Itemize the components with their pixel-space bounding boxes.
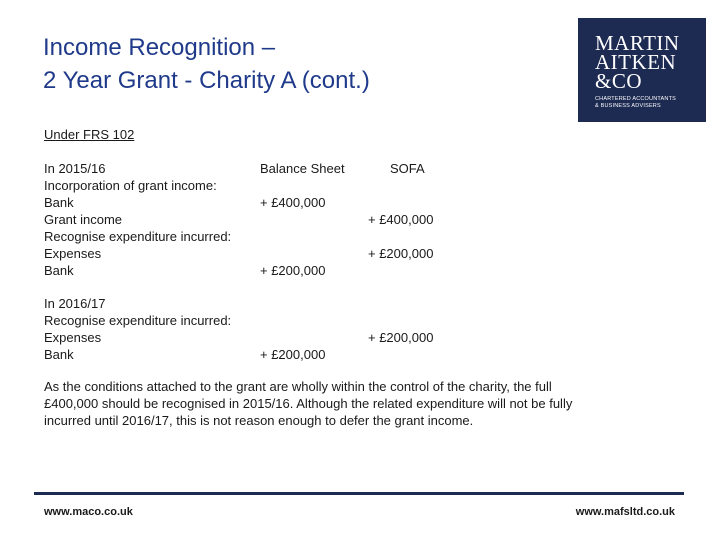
logo-line-2: AITKEN <box>595 50 677 74</box>
section-subtitle: Under FRS 102 <box>44 127 135 142</box>
logo-line-3: &CO <box>595 69 643 93</box>
row-label: Recognise expenditure incurred: <box>44 229 232 244</box>
row-label: Expenses <box>44 246 102 261</box>
row-sofa-value: + £200,000 <box>368 246 434 261</box>
row-sofa-value: + £400,000 <box>368 212 434 227</box>
logo-line-1: MARTIN <box>595 31 680 55</box>
row-label: Grant income <box>44 212 123 227</box>
footer-link-maco[interactable]: www.maco.co.uk <box>44 506 133 518</box>
row-balance-sheet-value: + £200,000 <box>260 263 326 278</box>
row-balance-sheet-value: + £200,000 <box>260 347 326 362</box>
row-label: In 2015/16 <box>44 161 106 176</box>
row-label: Bank <box>44 347 74 362</box>
row-balance-sheet-value: + £400,000 <box>260 195 326 210</box>
footer-divider <box>34 492 684 495</box>
row-label: Incorporation of grant income: <box>44 178 217 193</box>
row-label: In 2016/17 <box>44 296 106 311</box>
row-label: Expenses <box>44 330 102 345</box>
row-label: Recognise expenditure incurred: <box>44 313 232 328</box>
explanation-paragraph: As the conditions attached to the grant are wholly within the control of the charity, the full £400,000 should be recognised in 2015/16. Although the related expenditure will not be fully incurred until 2016/17, this is not reason enough to defer the grant income. <box>44 379 573 428</box>
footer-link-mafsltd[interactable]: www.mafsltd.co.uk <box>575 506 675 518</box>
title-line-2: 2 Year Grant - Charity A (cont.) <box>43 67 370 94</box>
row-sofa-value: + £200,000 <box>368 330 434 345</box>
logo-tagline-1: CHARTERED ACCOUNTANTS <box>595 96 677 102</box>
header-balance-sheet: Balance Sheet <box>260 161 345 176</box>
row-label: Bank <box>44 195 74 210</box>
title-line-1: Income Recognition – <box>43 34 276 61</box>
logo-tagline <box>595 96 706 110</box>
header-sofa: SOFA <box>390 161 425 176</box>
row-label: Bank <box>44 263 74 278</box>
company-logo <box>578 18 706 122</box>
logo-tagline-2: & BUSINESS ADVISERS <box>595 103 661 109</box>
page-title <box>43 31 543 97</box>
